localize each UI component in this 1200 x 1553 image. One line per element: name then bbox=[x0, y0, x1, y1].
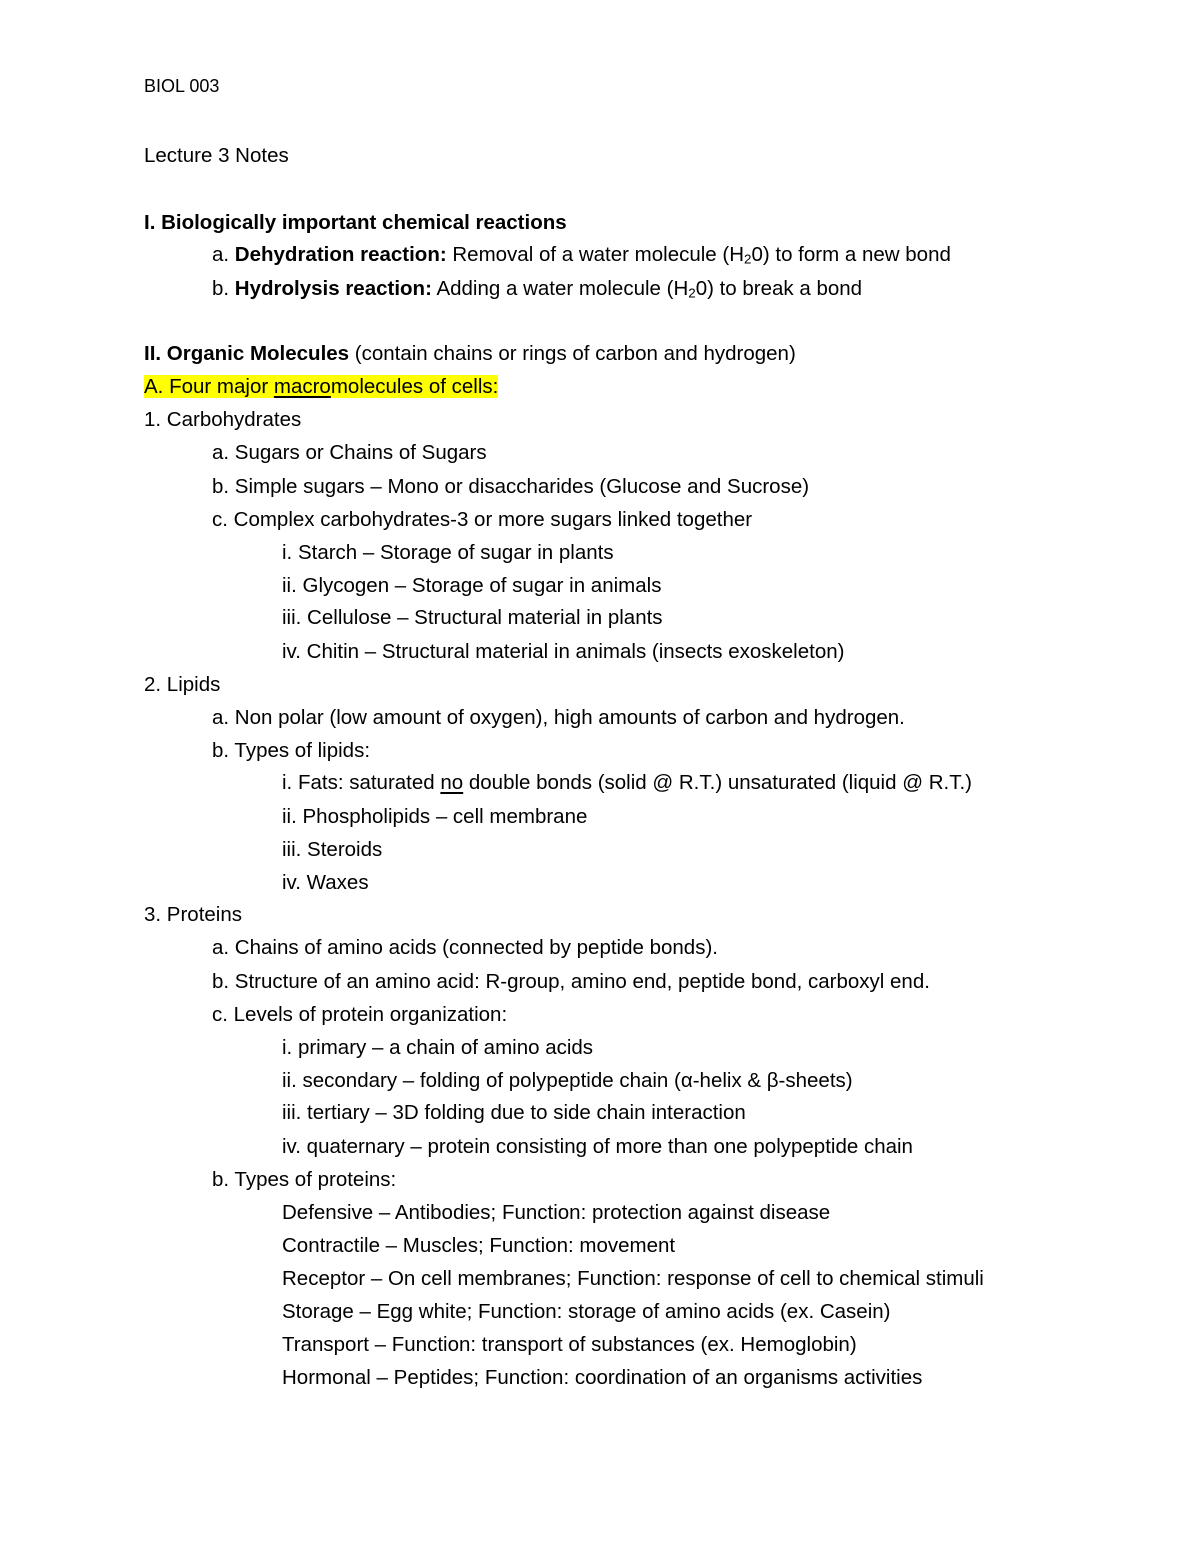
dehydration-item bbox=[212, 241, 951, 269]
hydrolysis-term: Hydrolysis reaction: bbox=[234, 277, 432, 300]
page-title: Lecture 3 Notes bbox=[144, 144, 289, 167]
section-1-heading bbox=[144, 209, 567, 237]
list-item: a. Sugars or Chains of Sugars bbox=[212, 441, 487, 464]
list-item: iv. Waxes bbox=[282, 871, 369, 894]
section-2-term: Organic Molecules bbox=[166, 342, 350, 365]
dehydration-text-end: 0) to form a new bond bbox=[751, 243, 951, 266]
list-item: iii. tertiary – 3D folding due to side chain interaction bbox=[282, 1101, 746, 1124]
dehydration-term: Dehydration reaction: bbox=[234, 243, 447, 266]
dehydration-prefix: a. bbox=[212, 243, 235, 266]
macromolecules-subheading bbox=[144, 373, 498, 401]
highlighted-subheading bbox=[144, 375, 498, 398]
list-item: ii. Phospholipids – cell membrane bbox=[282, 805, 588, 828]
protein-type-item: Contractile – Muscles; Function: movement bbox=[282, 1234, 676, 1257]
protein-type-item: Storage – Egg white; Function: storage of amino acids (ex. Casein) bbox=[282, 1300, 891, 1323]
section-2-heading bbox=[144, 340, 796, 368]
list-item: b. Simple sugars – Mono or disaccharides (Glucose and Sucrose) bbox=[212, 475, 810, 498]
list-item: iii. Cellulose – Structural material in plants bbox=[282, 606, 663, 629]
hydrolysis-item bbox=[212, 275, 862, 303]
list-item: b. Structure of an amino acid: R-group, amino end, peptide bond, carboxyl end. bbox=[212, 970, 930, 993]
list-item: a. Non polar (low amount of oxygen), high amounts of carbon and hydrogen. bbox=[212, 706, 905, 729]
hydrolysis-text: Adding a water molecule (H bbox=[431, 277, 689, 300]
lipids-heading: 2. Lipids bbox=[144, 673, 221, 696]
list-item: b. Types of lipids: bbox=[212, 739, 371, 762]
hydrolysis-subscript: 2 bbox=[688, 285, 696, 301]
list-item: a. Chains of amino acids (connected by peptide bonds). bbox=[212, 936, 718, 959]
carbohydrates-heading: 1. Carbohydrates bbox=[144, 408, 302, 431]
subheading-underlined: macro bbox=[273, 375, 331, 398]
fats-underlined: no bbox=[440, 771, 464, 794]
list-item: c. Complex carbohydrates-3 or more sugars linked together bbox=[212, 508, 753, 531]
subheading-before: A. Four major bbox=[144, 375, 274, 398]
list-item: i. primary – a chain of amino acids bbox=[282, 1036, 594, 1059]
fats-text: i. Fats: saturated bbox=[282, 771, 441, 794]
course-code: BIOL 003 bbox=[144, 76, 220, 96]
dehydration-text: Removal of a water molecule (H bbox=[446, 243, 745, 266]
section-2-rest: (contain chains or rings of carbon and hydrogen) bbox=[349, 342, 796, 365]
list-item bbox=[282, 769, 972, 797]
protein-type-item: Defensive – Antibodies; Function: protection against disease bbox=[282, 1201, 831, 1224]
list-item: iv. Chitin – Structural material in animals (insects exoskeleton) bbox=[282, 640, 845, 663]
proteins-heading: 3. Proteins bbox=[144, 903, 242, 926]
dehydration-subscript: 2 bbox=[744, 251, 752, 267]
hydrolysis-prefix: b. bbox=[212, 277, 235, 300]
hydrolysis-text-end: 0) to break a bond bbox=[695, 277, 863, 300]
protein-type-item: Transport – Function: transport of substances (ex. Hemoglobin) bbox=[282, 1333, 857, 1356]
section-1-heading-text: I. Biologically important chemical reactions bbox=[144, 211, 567, 234]
fats-text-end: double bonds (solid @ R.T.) unsaturated (liquid @ R.T.) bbox=[463, 771, 972, 794]
list-item: ii. secondary – folding of polypeptide chain (α-helix & β-sheets) bbox=[282, 1069, 853, 1092]
list-item: ii. Glycogen – Storage of sugar in animals bbox=[282, 574, 662, 597]
list-item: iii. Steroids bbox=[282, 838, 383, 861]
subheading-after: molecules of cells: bbox=[330, 375, 499, 398]
list-item: b. Types of proteins: bbox=[212, 1168, 397, 1191]
list-item: iv. quaternary – protein consisting of more than one polypeptide chain bbox=[282, 1135, 913, 1158]
protein-type-item: Hormonal – Peptides; Function: coordination of an organisms activities bbox=[282, 1366, 923, 1389]
section-2-prefix: II. bbox=[144, 342, 167, 365]
list-item: c. Levels of protein organization: bbox=[212, 1003, 508, 1026]
protein-type-item: Receptor – On cell membranes; Function: response of cell to chemical stimuli bbox=[282, 1267, 984, 1290]
list-item: i. Starch – Storage of sugar in plants bbox=[282, 541, 614, 564]
